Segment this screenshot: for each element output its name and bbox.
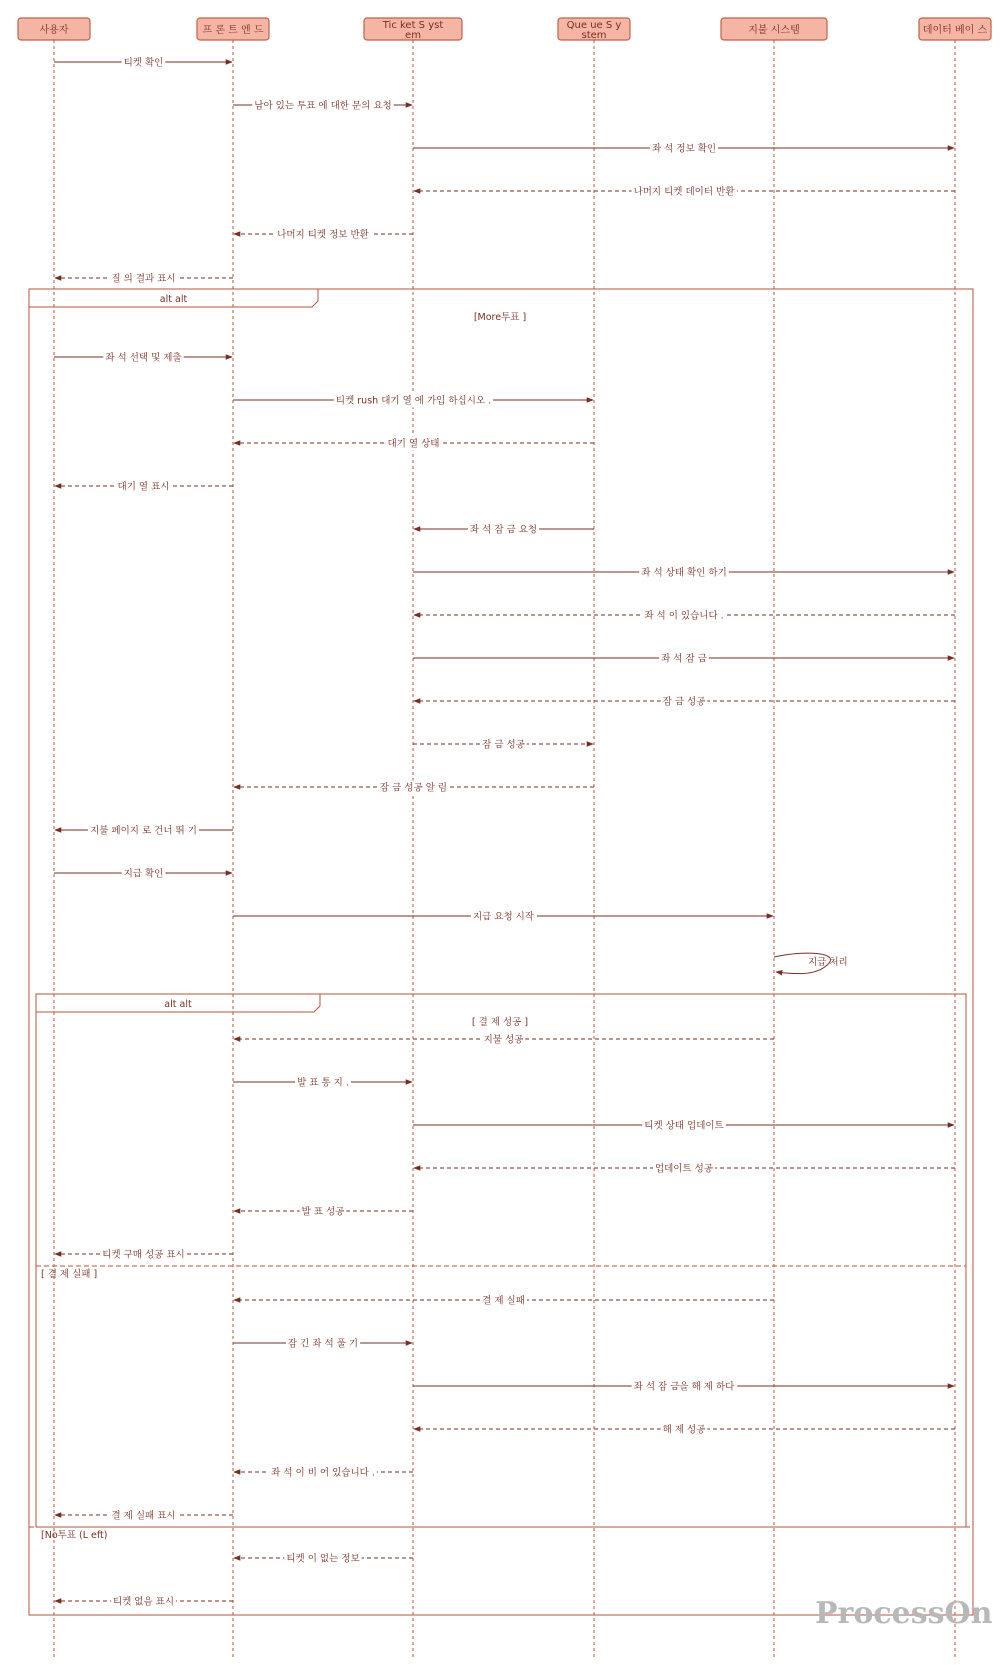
actor-label: 지불 시스템 [748,25,800,36]
message [413,566,954,580]
message-label: 티켓 이 없는 정보 [286,1553,360,1565]
message [233,910,773,924]
message-label: 좌 석 선택 및 제출 [105,352,182,364]
message [413,738,593,752]
message [233,1337,412,1351]
message [233,99,412,113]
message-label: 좌 석 잠 금 [661,653,707,665]
message [234,1294,774,1308]
message-label: 지급 처리 [808,957,848,968]
message-label: 질 의 결과 표시 [111,273,176,285]
message [413,142,954,156]
message [55,272,233,286]
guard-condition: [ 결 제 성공 ] [471,1017,529,1028]
lifelines [54,40,955,1660]
message [234,1466,413,1480]
message [234,437,594,451]
actor-payment[interactable] [721,18,827,40]
message [413,1119,954,1133]
message-label: 발 표 통 지 . [297,1077,349,1089]
message [54,351,232,365]
message-label: 잠 금 성공 [662,696,706,708]
message [414,523,594,537]
message-label: 해 제 성공 [662,1424,706,1436]
message [413,1380,954,1394]
message [414,695,955,709]
message-label: 좌 석 상태 확인 하기 [641,567,727,579]
actor-label: Que ue S y stem [566,20,622,41]
message-label: 티켓 없음 표시 [112,1596,175,1608]
message-label: 지불 페이지 로 건너 뛰 기 [90,825,197,837]
message [54,867,232,881]
message [234,1033,774,1047]
message [414,185,955,199]
message [414,609,955,623]
message [233,394,593,408]
message-label: 좌 석 잠 금 요청 [469,524,538,536]
message [234,781,594,795]
actor-queue[interactable] [558,18,630,41]
message-label: 나머지 티켓 정보 반환 [277,229,369,241]
actor-label: 프 론 트 엔 드 [202,25,264,36]
message [234,1205,413,1219]
actors [18,18,991,41]
message [233,1076,412,1090]
watermark: ProcessOn [815,1596,993,1631]
message [55,824,233,838]
message-label: 지급 확인 [123,868,164,880]
message [54,56,232,70]
guard-condition: [More투표 ] [473,312,527,323]
message-label: 결 제 실패 표시 [111,1510,176,1522]
message-label: 대기 열 표시 [117,481,170,493]
message-label: 티켓 rush 대기 열 에 가입 하십시오 . [335,395,492,407]
message-label: 좌 석 이 있습니다 . [644,610,724,622]
frame-title: alt alt [164,999,192,1010]
frame-title: alt alt [159,294,188,305]
actor-user[interactable] [18,18,90,40]
message-label: 업데이트 성공 [654,1163,714,1175]
message [414,1423,955,1437]
message [55,1248,233,1262]
message [55,480,233,494]
message-label: 잠 긴 좌 석 풀 기 [287,1338,359,1350]
message-label: 좌 석 잠 금을 해 제 하다 [633,1381,735,1393]
message-label: 발 표 성공 [301,1206,345,1218]
message-label: 티켓 상태 업데이트 [644,1120,724,1132]
message [55,1595,233,1609]
message-label: 티켓 확인 [123,57,164,69]
message-label: 좌 석 이 비 어 있습니다 . [271,1467,375,1479]
message [234,228,413,242]
message-label: 티켓 구매 성공 표시 [102,1249,185,1261]
message-label: 나머지 티켓 데이터 반환 [633,186,735,198]
message [413,652,954,666]
message [774,953,848,974]
actor-label: Tic ket S yst em [382,20,444,41]
actor-db[interactable] [919,18,991,40]
message-label: 남아 있는 투표 에 대한 문의 요청 [254,100,392,112]
messages [54,56,955,1609]
message-label: 지불 성공 [483,1034,524,1046]
message-label: 대기 열 상태 [387,438,440,450]
message [414,1162,955,1176]
actor-label: 데이터 베이 스 [922,25,988,36]
message-label: 좌 석 정보 확인 [651,143,717,155]
guard-condition: [ 결 제 실패 ] [41,1269,98,1280]
message-label: 잠 금 성공 [482,739,525,751]
message-label: 지급 요청 시작 [472,911,535,923]
message [55,1509,233,1523]
actor-ticket[interactable] [364,18,462,41]
message-label: 잠 금 성공 알 림 [379,782,448,794]
actor-label: 사용자 [39,25,69,36]
guard-condition: [No투표 (L eft) [41,1530,108,1541]
message [234,1552,413,1566]
message-label: 결 제 실패 [482,1295,525,1307]
actor-frontend[interactable] [197,18,269,40]
